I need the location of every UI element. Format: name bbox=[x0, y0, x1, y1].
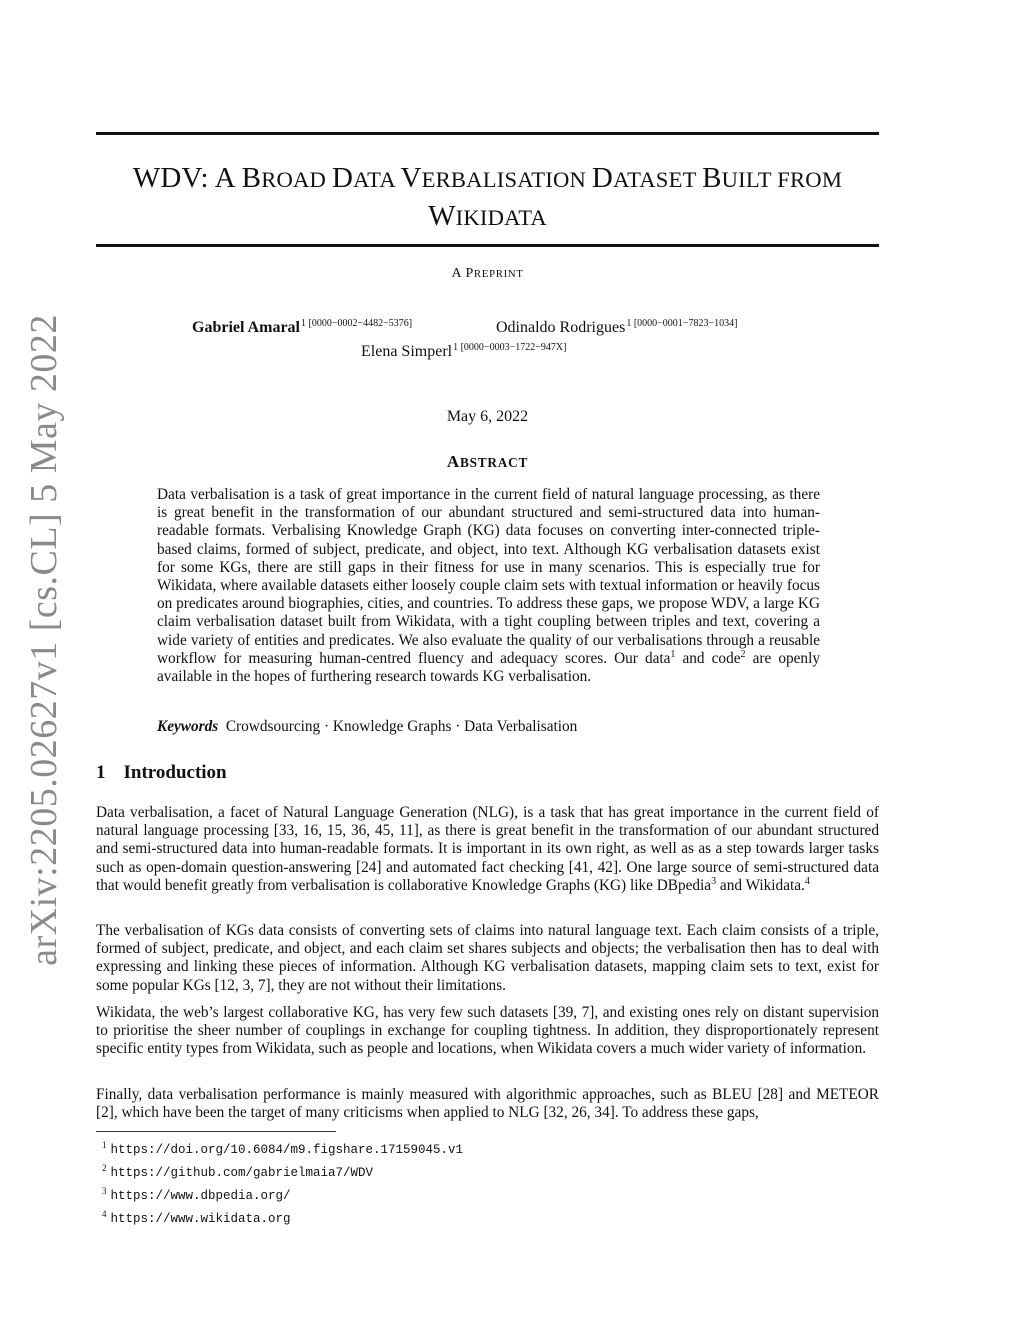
title-seg-4: VERBALISATION bbox=[400, 162, 592, 194]
paper-title bbox=[96, 160, 879, 236]
footnote-ref-2[interactable]: 2 bbox=[740, 648, 746, 660]
author-2: Odinaldo Rodrigues$^{1 [0000-0001-7823-1034]}$ bbox=[496, 318, 738, 336]
author-3: Elena Simperl$^{1 [0000-0003-1722-947X]}$ bbox=[361, 342, 567, 360]
title-seg-6: BUILT FROM bbox=[702, 162, 843, 194]
footnote-1-link[interactable]: https://doi.org/10.6084/m9.figshare.17159045.v1 bbox=[110, 1143, 464, 1157]
paragraph-2: The verbalisation of KGs data consists of converting sets of claims into natural language text. Each claim consists of a triple, formed of subject, predicate, and object, and each claim set shares subjects and objects; the verbalisation then has to deal with expressing and linking these pieces of information. Although KG verbalisation datasets, mapping claim sets to text, exist for some popular KGs [12, 3, 7], they are not without their limitations. bbox=[96, 922, 879, 994]
title-seg-0: WDV: bbox=[132, 162, 215, 194]
title-seg-1: A bbox=[214, 162, 236, 194]
keywords-label: Keywords bbox=[157, 718, 219, 735]
footnote-3-link[interactable]: https://www.dbpedia.org/ bbox=[110, 1189, 291, 1203]
title-top-rule bbox=[96, 132, 879, 135]
paragraph-3: Wikidata, the web’s largest collaborative KG, has very few such datasets [39, 7], and existing ones rely on distant supervision to prioritise the sheer number of couplings in exchange for coupling tightness. In addition, they disproportionately represent specific entity types from Wikidata, such as people and locations, when Wikidata covers a much wider variety of information. bbox=[96, 1004, 879, 1058]
footnote-ref-3[interactable]: 3 bbox=[711, 875, 717, 887]
title-bottom-rule bbox=[96, 244, 879, 247]
paper-date: May 6, 2022 bbox=[446, 408, 529, 425]
footnote-4-link[interactable]: https://www.wikidata.org bbox=[110, 1212, 291, 1226]
title-line-2: WIKIDATA bbox=[428, 200, 547, 232]
keywords-list: Crowdsourcing · Knowledge Graphs · Data Verbalisation bbox=[225, 718, 578, 735]
footnote-2: $^2$ https://github.com/gabrielmaia7/WDV bbox=[102, 1163, 374, 1180]
abstract-text: Data verbalisation is a task of great importance in the current field of natural language processing, as there is great benefit in the transformation of our abundant structured and semi-structured data into human-readable formats. Verbalising Knowledge Graph (KG) data focuses on converting inter-connected triple-based claims, formed of subject, predicate, and object, into text. Although KG verbalisation datasets exist for some KGs, there are still gaps in their fitness for use in many scenarios. This is especially true for Wikidata, where available datasets either loosely couple claim sets with textual information or heavily focus on predicates around biographies, cities, and countries. To address these gaps, we propose WDV, a large KG claim verbalisation dataset built from Wikidata, with a tight coupling between triples and text, covering a wide variety of entities and predicates. We also evaluate the quality of our verbalisations through a reusable workflow for measuring human-centred fluency and adequacy scores. Our data$^1$ and code$^2$ are openly available in the hopes of furthering research towards KG verbalisation. bbox=[157, 486, 820, 686]
footnote-rule bbox=[96, 1131, 336, 1132]
footnote-2-link[interactable]: https://github.com/gabrielmaia7/WDV bbox=[110, 1166, 374, 1180]
footnote-ref-4[interactable]: 4 bbox=[804, 875, 810, 887]
footnote-4: $^4$ https://www.wikidata.org bbox=[102, 1209, 291, 1226]
title-seg-3: DATA bbox=[331, 162, 401, 194]
abstract-heading: ABSTRACT bbox=[446, 452, 529, 471]
title-seg-2: BROAD bbox=[241, 162, 332, 194]
footnote-ref-1[interactable]: 1 bbox=[670, 648, 676, 660]
paragraph-1: Data verbalisation, a facet of Natural Language Generation (NLG), is a task that has great importance in the current field of natural language processing [33, 16, 15, 36, 45, 11], as there is great benefit in the transformation of our abundant structured and semi-structured data into human-readable formats. It is important in its own right, as well as as a step towards larger tasks such as open-domain question-answering [24] and automated fact checking [41, 42]. One large source of semi-structured data that would benefit greatly from verbalisation is collaborative Knowledge Graphs (KG) like DBpedia$^3$ and Wikidata.$^4$ bbox=[96, 804, 879, 894]
preprint-label: A PREPRINT bbox=[451, 266, 524, 281]
footnotes bbox=[102, 1136, 463, 1228]
author-1: Gabriel Amaral$^{1 [0000-0002-4482-5376]}$ bbox=[192, 318, 413, 336]
footnote-1: $^1$ https://doi.org/10.6084/m9.figshare.17159045.v1 bbox=[102, 1140, 464, 1157]
title-seg-5: DATASET bbox=[591, 162, 703, 194]
footnote-3: $^3$ https://www.dbpedia.org/ bbox=[102, 1186, 291, 1203]
arxiv-stamp: arXiv:2205.02627v1 [cs.CL] 5 May 2022 bbox=[23, 314, 65, 966]
section-heading-introduction: 1 Introduction bbox=[96, 762, 227, 783]
keywords bbox=[157, 718, 820, 736]
paragraph-4: Finally, data verbalisation performance is mainly measured with algorithmic approaches, such as BLEU [28] and METEOR [2], which have been the target of many criticisms when applied to NLG [32, 26, 34]. To address these gaps, bbox=[96, 1086, 879, 1122]
